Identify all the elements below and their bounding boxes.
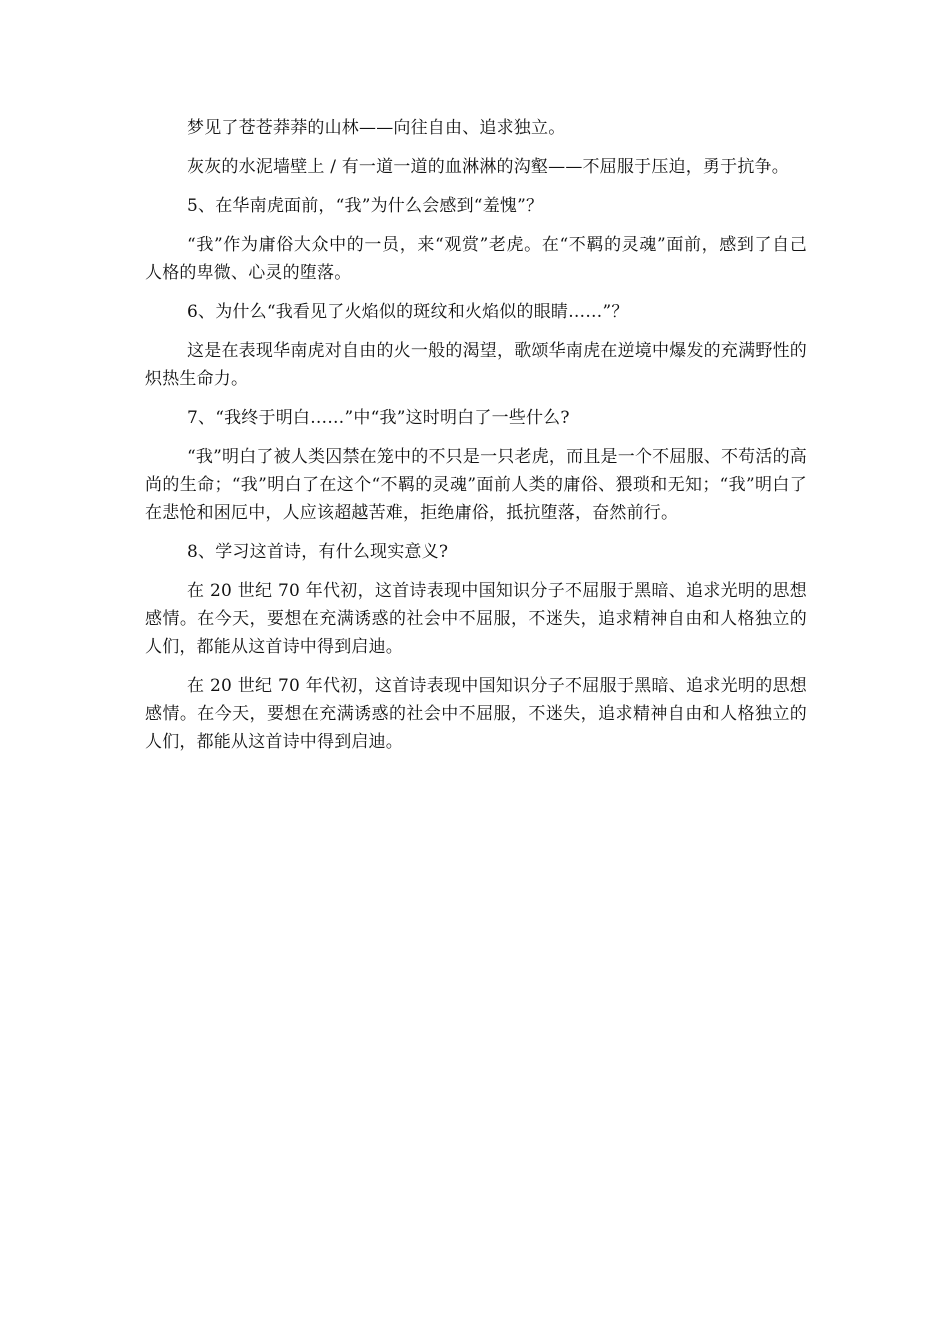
answer-8: 在 20 世纪 70 年代初，这首诗表现中国知识分子不屈服于黑暗、追求光明的思想感情。在今天，要想在充满诱惑的社会中不屈服，不迷失，追求精神自由和人格独立的人们，都能从这首诗中得到启迪。: [145, 581, 807, 657]
question-5: 5、在华南虎面前，“我”为什么会感到“羞愧”？: [187, 196, 544, 216]
question-7: 7、“我终于明白……”中“我”这时明白了一些什么?: [187, 408, 570, 428]
answer-8-repeat: 在 20 世纪 70 年代初，这首诗表现中国知识分子不屈服于黑暗、追求光明的思想感情。在今天，要想在充满诱惑的社会中不屈服，不迷失，追求精神自由和人格独立的人们，都能从这首诗中得到启迪。: [145, 676, 807, 752]
answer-5: “我”作为庸俗大众中的一员，来“观赏”老虎。在“不羁的灵魂”面前，感到了自己人格的卑微、心灵的堕落。: [145, 235, 807, 283]
answer-7: “我”明白了被人类囚禁在笼中的不只是一只老虎，而且是一个不屈服、不苟活的高尚的生命；“我”明白了在这个“不羁的灵魂”面前人类的庸俗、猥琐和无知；“我”明白了在悲怆和困厄中，人应该超越苦难，拒绝庸俗，抵抗堕落，奋然前行。: [145, 447, 807, 523]
document-body: [145, 114, 807, 767]
question-6: 6、为什么“我看见了火焰似的斑纹和火焰似的眼睛……”？: [187, 302, 629, 322]
paragraph-cement-wall: 灰灰的水泥墙壁上 / 有一道一道的血淋淋的沟壑——不屈服于压迫，勇于抗争。: [187, 157, 789, 177]
paragraph-mountain-forest: 梦见了苍苍莽莽的山林——向往自由、追求独立。: [187, 118, 566, 138]
question-8: 8、学习这首诗，有什么现实意义?: [187, 542, 449, 562]
answer-6: 这是在表现华南虎对自由的火一般的渴望，歌颂华南虎在逆境中爆发的充满野性的炽热生命力。: [145, 341, 807, 389]
